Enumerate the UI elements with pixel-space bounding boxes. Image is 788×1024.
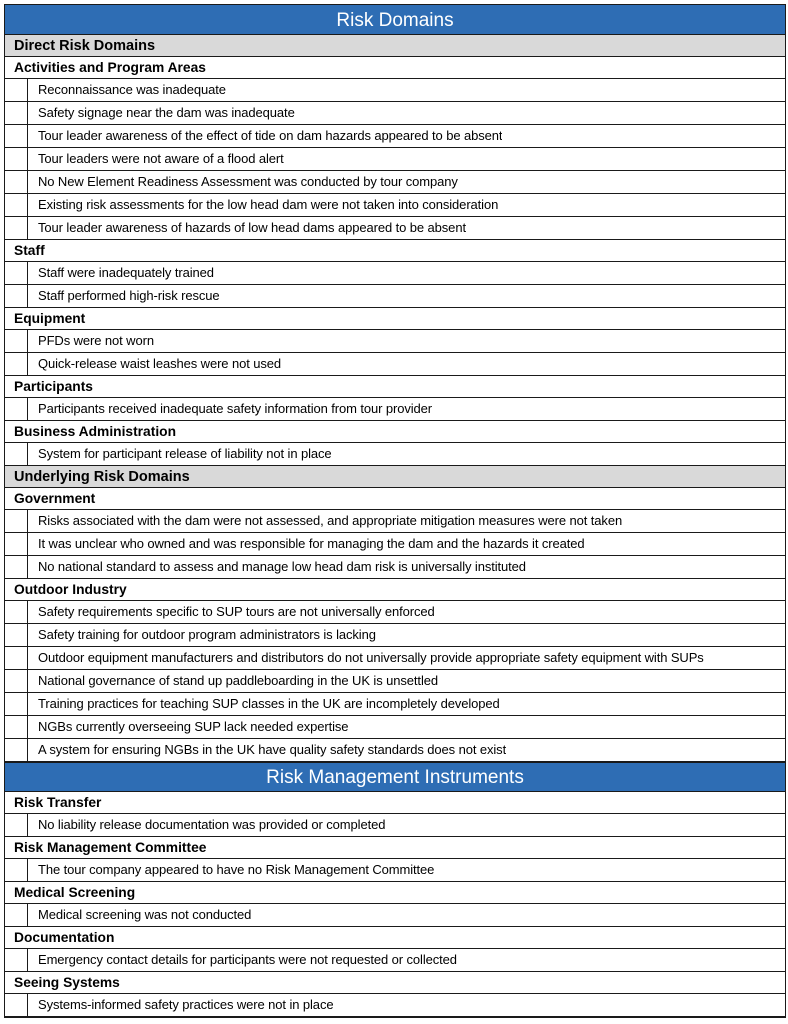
risk-item-text: National governance of stand up paddleboarding in the UK is unsettled [38,673,438,688]
indent-cell [5,601,28,623]
category-header: Staff [5,240,785,262]
indent-cell [5,148,28,170]
risk-item-row [5,693,785,716]
risk-item-row [5,398,785,421]
risk-item-text: A system for ensuring NGBs in the UK have quality safety standards does not exist [38,742,507,757]
section-risk-domains [5,4,785,762]
section-risk-management-instruments [5,762,785,1017]
risk-table [4,4,786,1018]
indent-cell [5,556,28,578]
indent-cell [5,904,28,926]
category-header: Participants [5,376,785,398]
indent-cell [5,353,28,375]
risk-item-text: Risks associated with the dam were not assessed, and appropriate mitigation measures were not taken [38,513,623,528]
risk-item-row [5,949,785,972]
category-header: Risk Transfer [5,792,785,814]
risk-item-text: Emergency contact details for participants were not requested or collected [38,952,457,967]
risk-item-text: No New Element Readiness Assessment was conducted by tour company [38,174,458,189]
category-header: Business Administration [5,421,785,443]
indent-cell [5,285,28,307]
indent-cell [5,194,28,216]
category-header: Activities and Program Areas [5,57,785,79]
risk-item-row [5,285,785,308]
indent-cell [5,217,28,239]
risk-item-row [5,353,785,376]
risk-item-row [5,102,785,125]
risk-item-text: Staff performed high-risk rescue [38,288,220,303]
indent-cell [5,79,28,101]
risk-item-row [5,647,785,670]
indent-cell [5,510,28,532]
indent-cell [5,814,28,836]
indent-cell [5,693,28,715]
risk-item-row [5,262,785,285]
risk-item-row [5,125,785,148]
risk-item-text: Tour leader awareness of hazards of low head dams appeared to be absent [38,220,466,235]
risk-item-row [5,171,785,194]
risk-item-text: No national standard to assess and manage low head dam risk is universally instituted [38,559,526,574]
risk-item-row [5,670,785,693]
risk-item-row [5,994,785,1017]
indent-cell [5,398,28,420]
section-banner: Risk Domains [5,4,785,35]
risk-item-text: Medical screening was not conducted [38,907,252,922]
risk-item-row [5,601,785,624]
risk-item-row [5,716,785,739]
indent-cell [5,624,28,646]
category-header: Outdoor Industry [5,579,785,601]
risk-item-row [5,217,785,240]
risk-item-text: The tour company appeared to have no Risk Management Committee [38,862,435,877]
indent-cell [5,125,28,147]
risk-item-row [5,859,785,882]
category-header: Documentation [5,927,785,949]
category-header: Seeing Systems [5,972,785,994]
risk-item-row [5,79,785,102]
indent-cell [5,443,28,465]
indent-cell [5,330,28,352]
group-header: Underlying Risk Domains [5,466,785,488]
risk-item-text: Safety signage near the dam was inadequate [38,105,295,120]
indent-cell [5,262,28,284]
risk-item-row [5,533,785,556]
indent-cell [5,739,28,761]
risk-item-text: Staff were inadequately trained [38,265,214,280]
risk-item-text: Safety requirements specific to SUP tours are not universally enforced [38,604,435,619]
category-header: Risk Management Committee [5,837,785,859]
risk-item-text: Training practices for teaching SUP classes in the UK are incompletely developed [38,696,500,711]
category-header: Government [5,488,785,510]
risk-item-row [5,148,785,171]
risk-item-row [5,739,785,762]
risk-item-text: It was unclear who owned and was responsible for managing the dam and the hazards it created [38,536,585,551]
risk-item-text: Tour leader awareness of the effect of tide on dam hazards appeared to be absent [38,128,503,143]
category-header: Medical Screening [5,882,785,904]
risk-item-text: No liability release documentation was provided or completed [38,817,386,832]
risk-item-text: Quick-release waist leashes were not used [38,356,282,371]
risk-item-row [5,814,785,837]
indent-cell [5,994,28,1016]
indent-cell [5,949,28,971]
risk-item-text: Reconnaissance was inadequate [38,82,226,97]
risk-item-row [5,443,785,466]
risk-item-row [5,556,785,579]
risk-item-row [5,510,785,533]
category-header: Equipment [5,308,785,330]
indent-cell [5,716,28,738]
indent-cell [5,670,28,692]
risk-item-text: Outdoor equipment manufacturers and distributors do not universally provide appropriate safety equipment with SUPs [38,650,704,665]
risk-item-row [5,330,785,353]
indent-cell [5,859,28,881]
risk-item-text: Tour leaders were not aware of a flood alert [38,151,284,166]
risk-item-row [5,624,785,647]
section-banner: Risk Management Instruments [5,762,785,792]
risk-item-text: Existing risk assessments for the low head dam were not taken into consideration [38,197,499,212]
indent-cell [5,533,28,555]
indent-cell [5,102,28,124]
risk-item-text: PFDs were not worn [38,333,154,348]
indent-cell [5,647,28,669]
group-header: Direct Risk Domains [5,35,785,57]
risk-item-row [5,904,785,927]
risk-item-text: System for participant release of liability not in place [38,446,332,461]
indent-cell [5,171,28,193]
risk-item-text: Safety training for outdoor program administrators is lacking [38,627,376,642]
risk-item-text: Participants received inadequate safety information from tour provider [38,401,433,416]
risk-item-text: NGBs currently overseeing SUP lack needed expertise [38,719,349,734]
risk-item-row [5,194,785,217]
risk-item-text: Systems-informed safety practices were not in place [38,997,334,1012]
